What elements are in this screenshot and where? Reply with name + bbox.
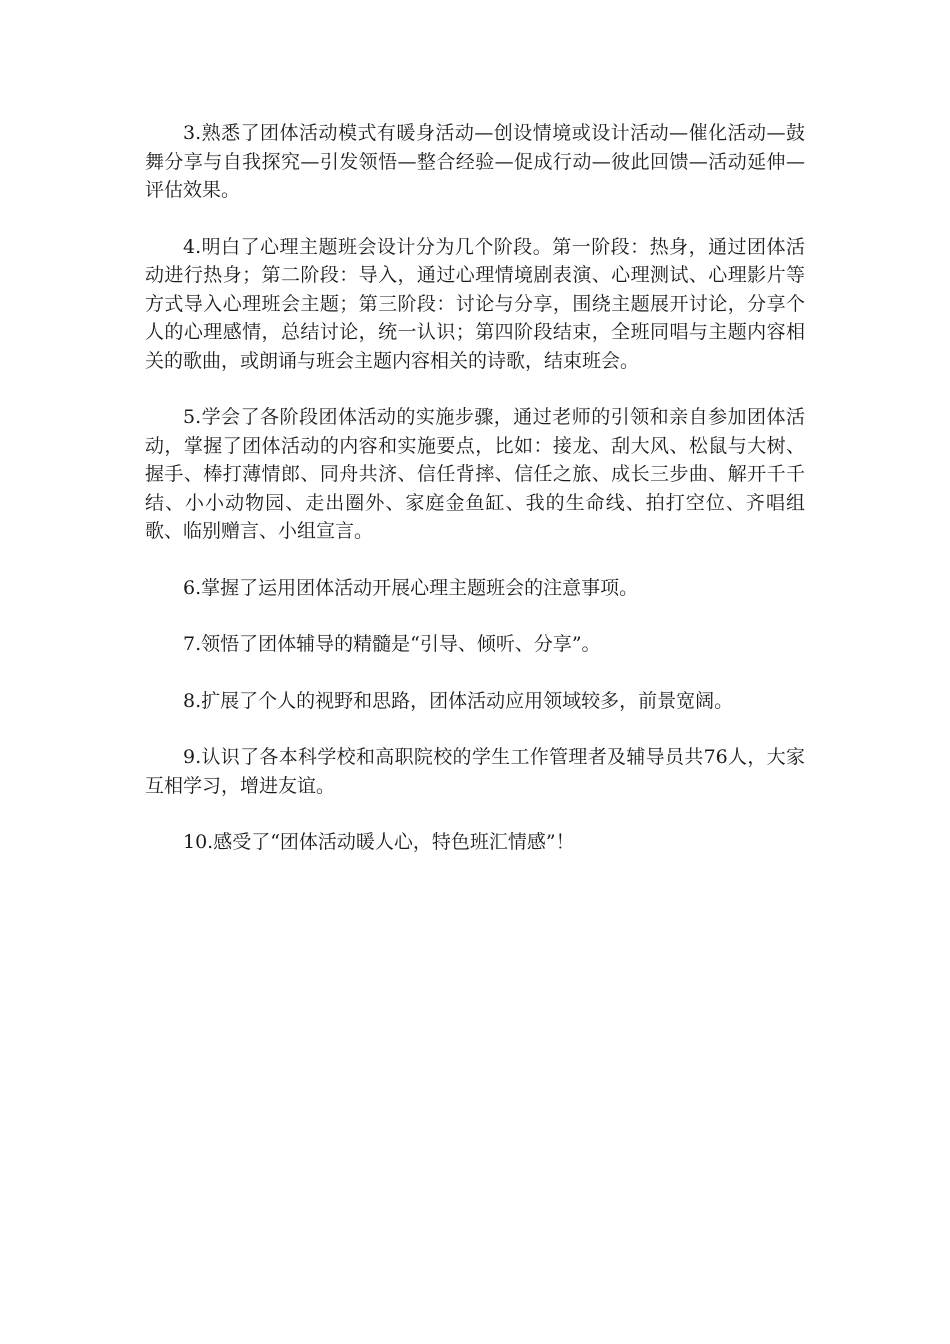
document-body <box>145 119 805 885</box>
paragraph-item-9: 9.认识了各本科学校和高职院校的学生工作管理者及辅导员共76人，大家互相学习，增进友谊。 <box>145 746 805 797</box>
paragraph-item-4: 4.明白了心理主题班会设计分为几个阶段。第一阶段：热身，通过团体活动进行热身；第二阶段：导入，通过心理情境剧表演、心理测试、心理影片等方式导入心理班会主题；第三阶段：讨论与分享，围绕主题展开讨论，分享个人的心理感情，总结讨论，统一认识；第四阶段结束，全班同唱与主题内容相关的歌曲，或朗诵与班会主题内容相关的诗歌，结束班会。 <box>145 235 805 372</box>
paragraph-item-5: 5.学会了各阶段团体活动的实施步骤，通过老师的引领和亲自参加团体活动，掌握了团体活动的内容和实施要点，比如：接龙、刮大风、松鼠与大树、握手、棒打薄情郎、同舟共济、信任背摔、信任之旅、成长三步曲、解开千千结、小小动物园、走出圈外、家庭金鱼缸、我的生命线、拍打空位、齐唱组歌、临别赠言、小组宣言。 <box>145 406 805 542</box>
paragraph-item-3: 3.熟悉了团体活动模式有暖身活动—创设情境或设计活动—催化活动—鼓舞分享与自我探究—引发领悟—整合经验—促成行动—彼此回馈—活动延伸—评估效果。 <box>145 122 805 201</box>
paragraph-item-10: 10.感受了“团体活动暖人心，特色班汇情感”！ <box>183 831 575 853</box>
paragraph-item-6: 6.掌握了运用团体活动开展心理主题班会的注意事项。 <box>183 576 639 599</box>
paragraph-item-8: 8.扩展了个人的视野和思路，团体活动应用领域较多，前景宽阔。 <box>183 689 734 712</box>
paragraph-item-7: 7.领悟了团体辅导的精髓是“引导、倾听、分享”。 <box>183 633 601 655</box>
